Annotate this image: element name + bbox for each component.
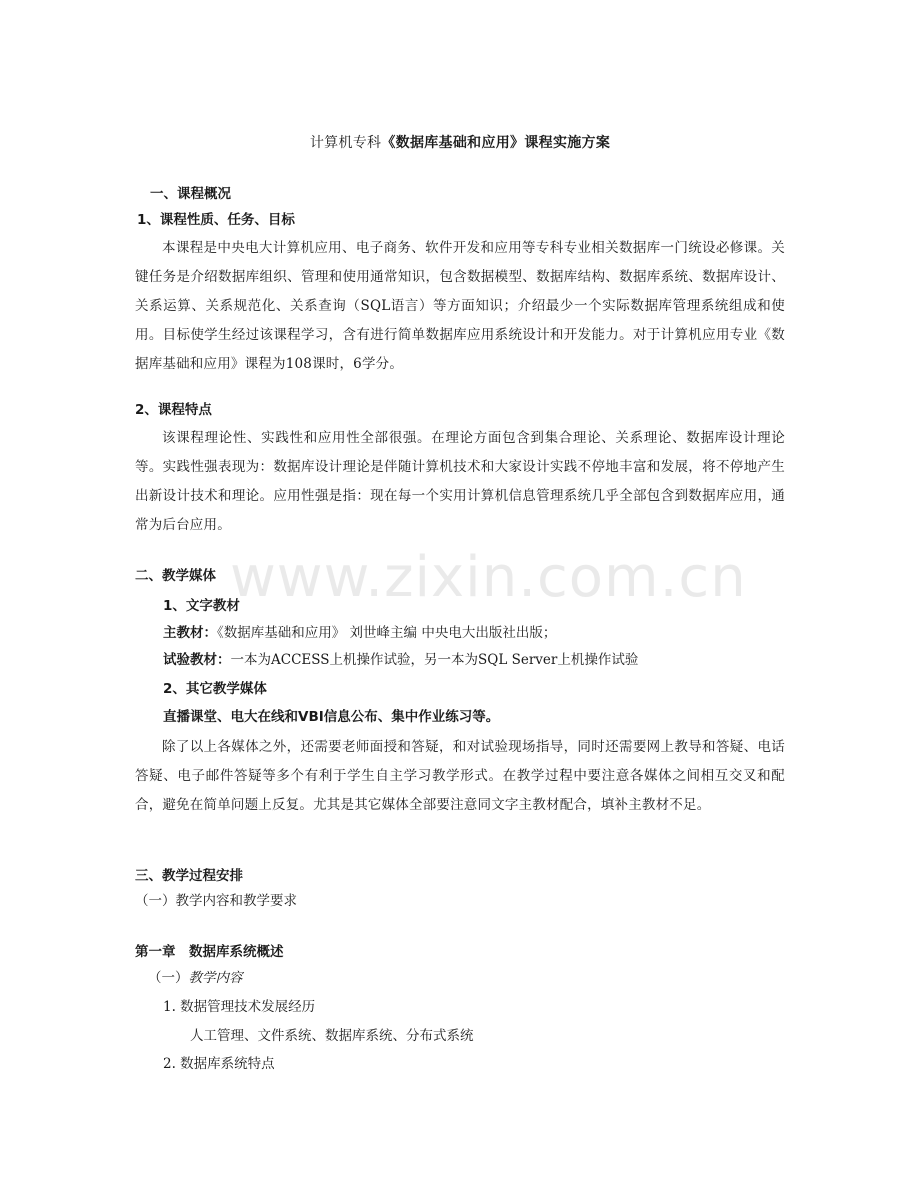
title-bold: 《数据库基础和应用》 bbox=[381, 135, 525, 151]
page-title bbox=[0, 132, 920, 152]
section-3-subheading: （一）教学内容和教学要求 bbox=[135, 893, 297, 909]
chapter-1-item-1: 1. 数据管理技术发展经历 bbox=[163, 999, 316, 1015]
main-textbook-label: 主教材： bbox=[163, 625, 217, 641]
chapter-1-item-2: 2. 数据库系统特点 bbox=[163, 1056, 275, 1072]
chapter-1-item-1-detail: 人工管理、文件系统、数据库系统、分布式系统 bbox=[190, 1028, 474, 1044]
lab-textbook-label: 试验教材： bbox=[163, 652, 231, 668]
section-2-2-paragraph: 除了以上各媒体之外，还需要老师面授和答疑，和对试验现场指导，同时还需要网上教导和答疑、电话答疑、电子邮件答疑等多个有利于学生自主学习教学形式。在教学过程中要注意各媒体之间相互交叉和配合，避免在简单问题上反复。尤其是其它媒体全部要注意同文字主教材配合，填补主教材不足。 bbox=[135, 739, 785, 813]
main-textbook-value: 《数据库基础和应用》 刘世峰主编 中央电大出版社出版； bbox=[217, 625, 557, 641]
title-suffix: 课程实施方案 bbox=[524, 135, 611, 151]
section-1-2-heading: 2、课程特点 bbox=[135, 402, 212, 418]
section-2-2-heading: 2、其它教学媒体 bbox=[163, 681, 267, 697]
lab-textbook-value: 一本为ACCESS上机操作试验，另一本为SQL Server上机操作试验 bbox=[230, 652, 639, 668]
chapter-1-sub-italic: 教学内容 bbox=[188, 970, 243, 986]
section-1-2-paragraph: 该课程理论性、实践性和应用性全部很强。在理论方面包含到集合理论、关系理论、数据库设计理论等。实践性强表现为：数据库设计理论是伴随计算机技术和大家设计实践不停地丰富和发展，将不停地产生出新设计技术和理论。应用性强是指：现在每一个实用计算机信息管理系统几乎全部包含到数据库应用，通常为后台应用。 bbox=[135, 430, 785, 533]
title-prefix: 计算机专科 bbox=[309, 135, 382, 151]
chapter-1-subheading bbox=[148, 968, 243, 988]
section-1-1-paragraph: 本课程是中央电大计算机应用、电子商务、软件开发和应用等专科专业相关数据库一门统设必修课。关键任务是介绍数据库组织、管理和使用通常知识，包含数据模型、数据库结构、数据库系统、数据库设计、关系运算、关系规范化、关系查询（SQL语言）等方面知识；介绍最少一个实际数据库管理系统组成和使用。目标使学生经过该课程学习，含有进行简单数据库应用系统设计和开发能力。对于计算机应用专业《数据库基础和应用》课程为108课时，6学分。 bbox=[135, 240, 785, 372]
section-2-heading: 二、教学媒体 bbox=[135, 568, 216, 584]
watermark: www.zixin.com.cn bbox=[230, 545, 747, 610]
lab-textbook-line bbox=[163, 650, 638, 670]
section-1-1-heading: 1、课程性质、任务、目标 bbox=[137, 212, 295, 228]
section-2-1-heading: 1、文字教材 bbox=[163, 598, 240, 614]
section-1-heading: 一、课程概况 bbox=[150, 186, 231, 202]
main-textbook-line bbox=[163, 623, 556, 643]
section-3-heading: 三、教学过程安排 bbox=[135, 868, 243, 884]
chapter-1-heading: 第一章 数据库系统概述 bbox=[135, 944, 284, 960]
chapter-1-sub-prefix: （一） bbox=[148, 970, 189, 986]
section-2-2-bold-line: 直播课堂、电大在线和VBI信息公布、集中作业练习等。 bbox=[163, 709, 500, 725]
